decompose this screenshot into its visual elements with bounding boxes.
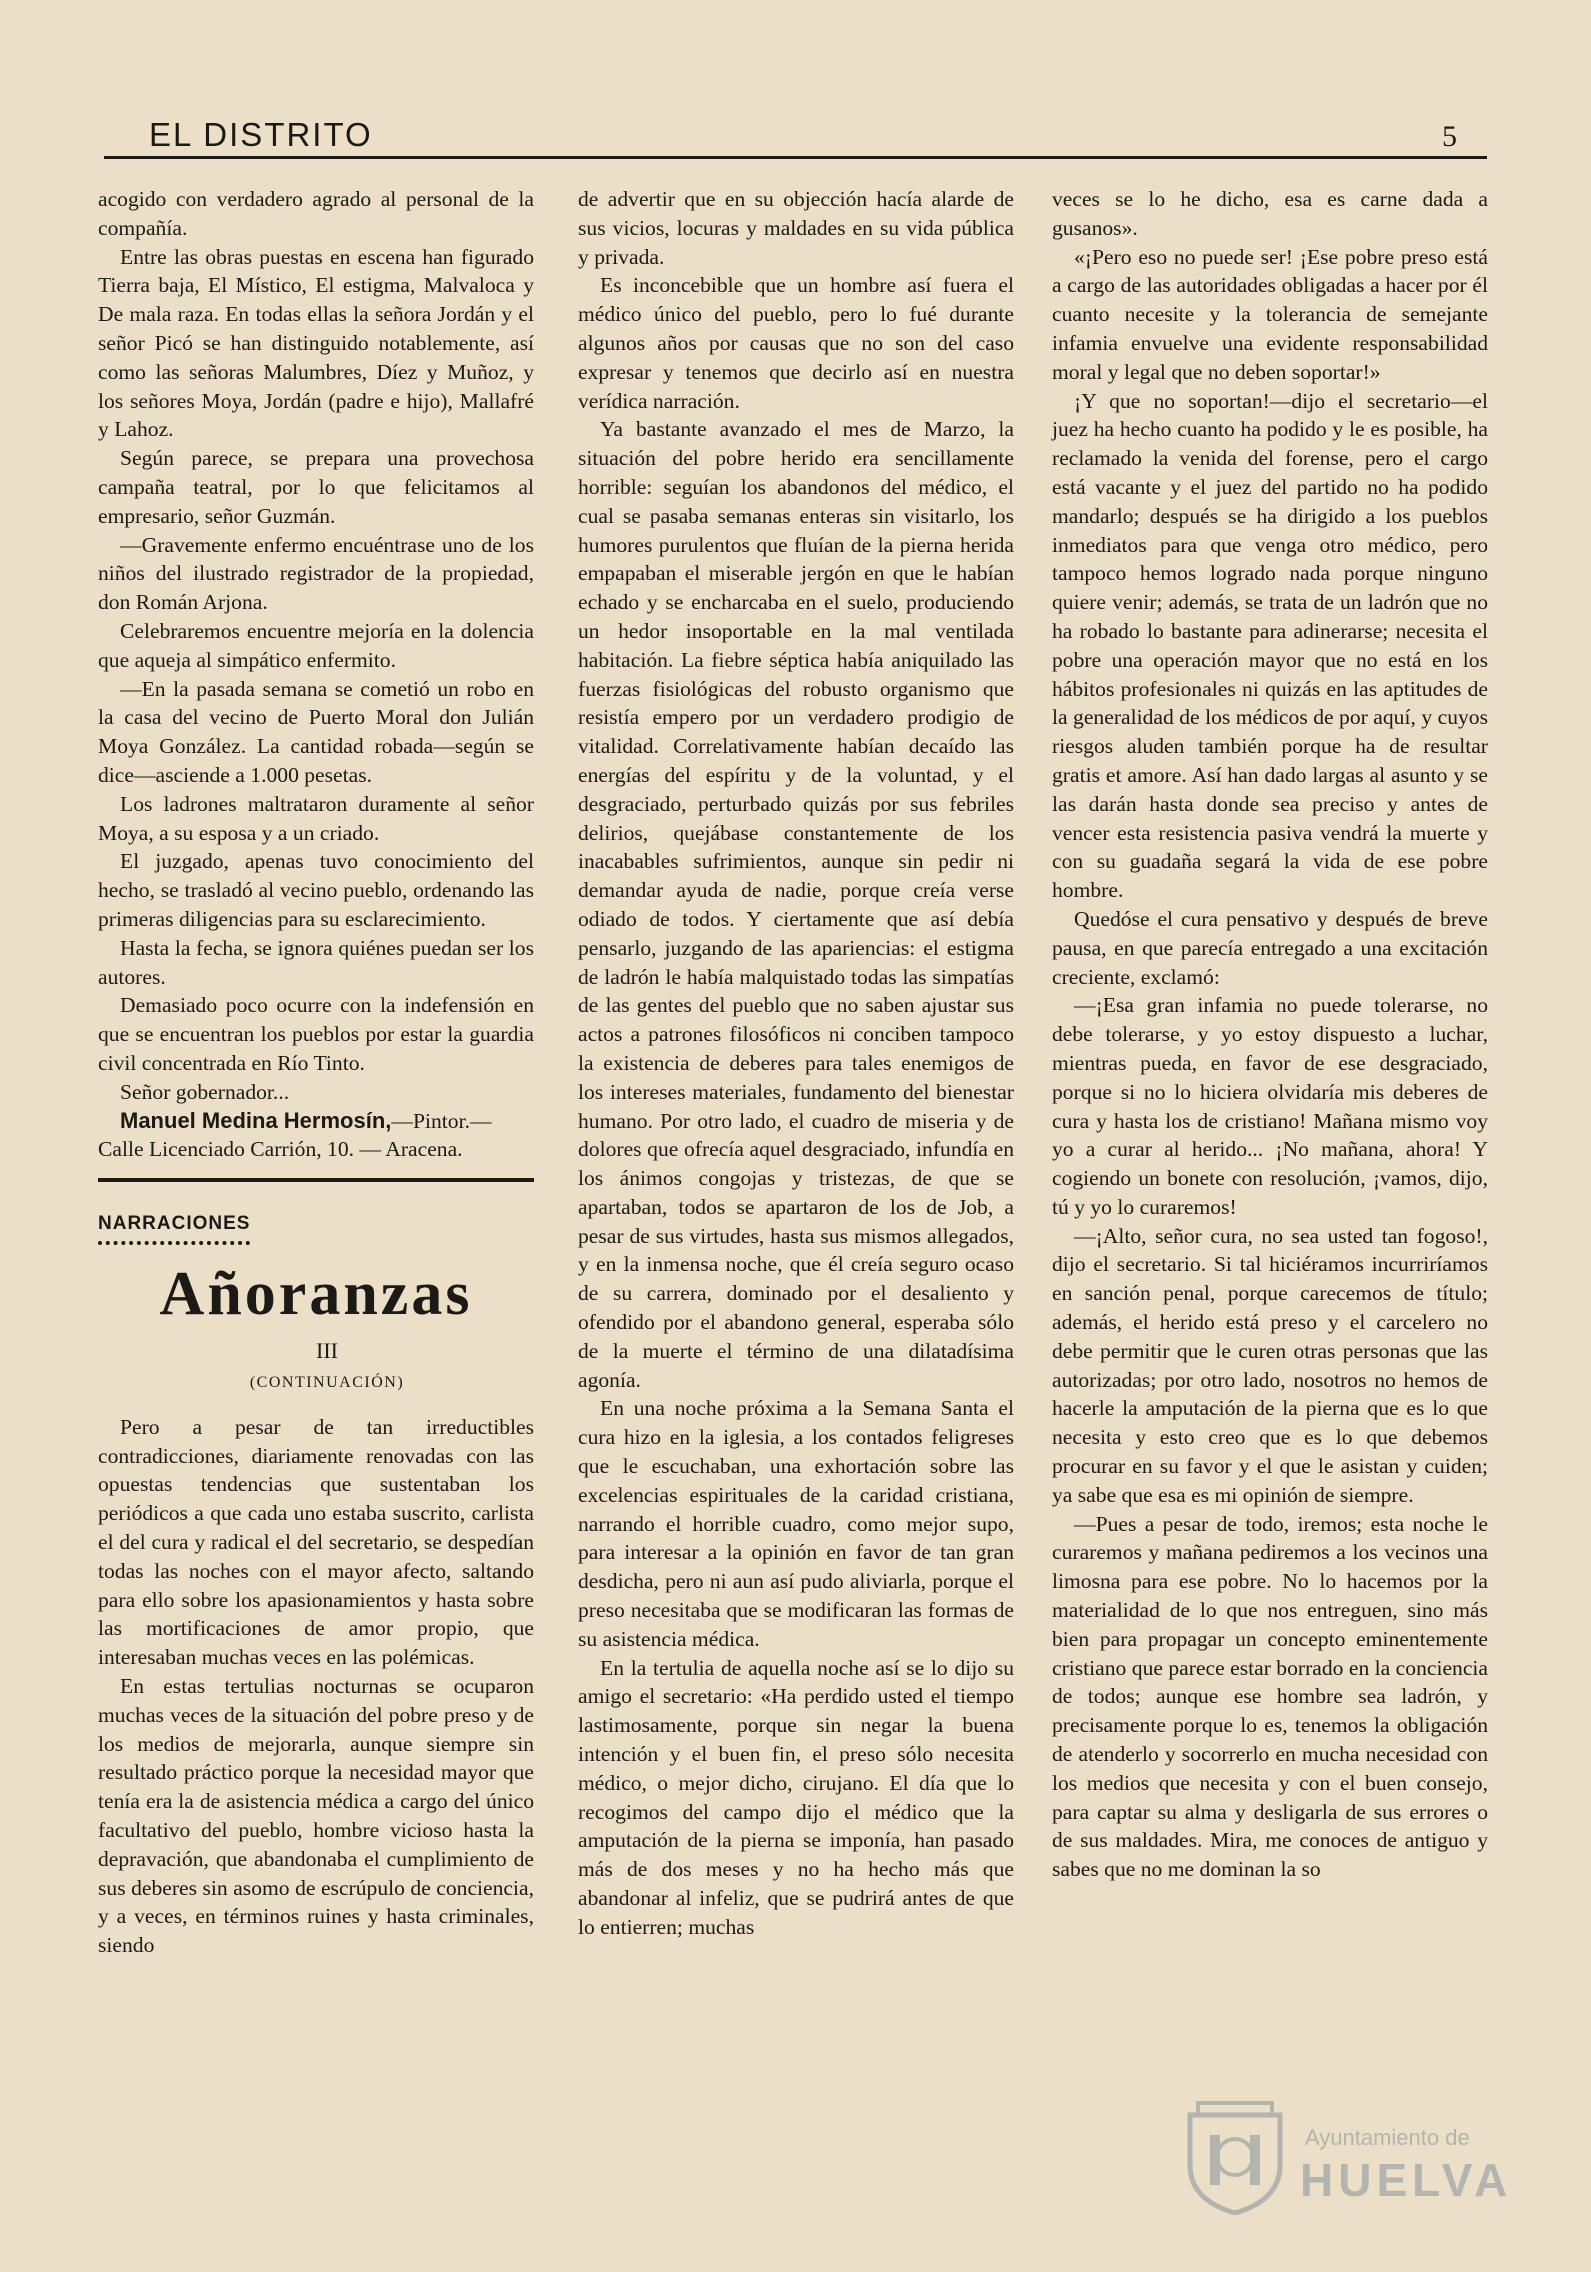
column-2 — [578, 185, 1014, 1942]
article-paragraph: En una noche próxima a la Semana Santa el cura hizo en la iglesia, a los contados feligreses que le escuchaban, una exhortación sobre las excelencias espirituales de la caridad cristiana, narrando el horrible cuadro, como mejor supo, para interesar a la opinión en favor de tan gran desdicha, pero ni aun así pudo aliviarla, porque el preso necesitaba que se modificaran las formas de su asistencia médica. — [578, 1396, 1014, 1651]
news-paragraph: El juzgado, apenas tuvo conocimiento del hecho, se trasladó al vecino pueblo, ordenando las primeras diligencias para su esclarecimiento. — [98, 849, 534, 931]
news-paragraph: —En la pasada semana se cometió un robo en la casa del vecino de Puerto Moral don Julián Moya González. La cantidad robada—según se dice—asciende a 1.000 pesetas. — [98, 676, 534, 787]
advertiser-address: Calle Licenciado Carrión, 10. — Aracena. — [98, 1137, 463, 1162]
news-paragraph: Demasiado poco ocurre con la indefensión en que se encuentran los pueblos por estar la guardia civil concentrada en Río Tinto. — [98, 993, 534, 1075]
page-number: 5 — [1442, 120, 1457, 153]
article-paragraph: En la tertulia de aquella noche así se lo dijo su amigo el secretario: «Ha perdido usted el tiempo lastimosamente, porque sin negar la buena intención y el buen fin, el preso sólo necesita médico, o mejor dicho, cirujano. El día que lo recogimos del campo dijo el médico que la amputación de la pierna se imponía, han pasado más de dos meses y no ha hecho más que abandonar al infeliz, que se pudrirá antes de que lo entierren; muchas — [578, 1655, 1014, 1939]
watermark-line-2: HUELVA — [1300, 2154, 1513, 2206]
article-paragraph: —Pues a pesar de todo, iremos; esta noche le curaremos y mañana pediremos a los vecinos una limosna para ese pobre. No lo hacemos por la materialidad de lo que nos entreguen, sino más bien para propagar un concepto eminentemente cristiano que parece estar borrado en la conciencia de todos; aunque ese hombre sea ladrón, y precisamente porque lo es, tenemos la obligación de atenderlo y socorrerlo en mucha necesidad con los medios que necesita y con el buen consejo, para captar su alma y desligarla de sus errores o de sus maldades. Mira, me conoces de antiguo y sabes que no me dominan la so — [1052, 1511, 1488, 1882]
watermark-line-1: Ayuntamiento de — [1305, 2125, 1470, 2150]
archive-watermark — [1180, 2095, 1513, 2215]
article-paragraph: «¡Pero eso no puede ser! ¡Ese pobre preso está a cargo de las autoridades obligadas a hacer por él cuanto necesite y la tolerancia de semejante infamia envuelve una evidente responsabilidad moral y legal que no deben soportar!» — [1052, 244, 1488, 384]
news-paragraph: Entre las obras puestas en escena han figurado Tierra baja, El Místico, El estigma, Malvaloca y De mala raza. En todas ellas la señora Jordán y el señor Picó se han distinguido notablemente, así como las señoras Malumbres, Díez y Muñoz, y los señores Moya, Jordán (padre e hijo), Mallafré y Lahoz. — [98, 244, 534, 442]
coat-of-arms-icon — [1180, 2095, 1290, 2215]
news-paragraph: Hasta la fecha, se ignora quiénes puedan ser los autores. — [98, 935, 534, 989]
article-paragraph: Ya bastante avanzado el mes de Marzo, la situación del pobre herido era sencillamente horrible: seguían los abandonos del médico, el cual se pasaba semanas enteras sin visitarlo, los humores purulentos que fluían de la pierna herida empapaban el miserable jergón en que le habían echado y se encharcaba en el suelo, produciendo un hedor insoportable en la mal ventilada habitación. La fiebre séptica había aniquilado las fuerzas fisiológicas del robusto organismo que resistía empero por un verdadero prodigio de vitalidad. Correlativamente habían decaído las energías del espíritu y de la voluntad, y el desgraciado, perturbado quizás por sus febriles delirios, quejábase constantemente de los inacabables sufrimientos, aunque sin pedir ni demandar ayuda de nadie, porque creía verse odiado de todos. Y ciertamente que así debía pensarlo, juzgando de las apariencias: el estigma de ladrón le había malquistado todas las simpatías de las gentes del pueblo que no saben ajustar sus actos a patrones filosóficos ni conciben tampoco la existencia de deberes para tales enemigos de los intereses materiales, fundamento del bienestar humano. Por otro lado, el cuadro de miseria y de dolores que ofrecía aquel desgraciado, infundía en los ánimos congojas y tristezas, de que se apartaban, todos se apartaron de los de Job, a pesar de sus virtudes, hasta sus mismos allegados, y en la inmensa noche, que él creía seguro ocaso de su carrera, dominado por el desaliento y ofendido por el abandono general, esperaba sólo de la muerte el término de una dilatadísima agonía. — [578, 417, 1014, 1392]
advertisement — [98, 1107, 534, 1136]
article-paragraph: —¡Esa gran infamia no puede tolerarse, no debe tolerarse, y yo estoy dispuesto a luchar, mientras pueda, en favor de ese desgraciado, porque si no lo hiciera olvidaría mis deberes de cura y hasta los de cristiano! Mañana mismo voy yo a curar al herido... ¡No mañana, ahora! Y cogiendo un bonete con resolución, ¡vamos, dijo, tú y yo lo curaremos! — [1052, 993, 1488, 1219]
article-paragraph: ¡Y que no soportan!—dijo el secretario—el juez ha hecho cuanto ha podido y le es posible, ha reclamado la venida del forense, pero el cargo está vacante y el juez del partido no ha podido mandarlo; después se ha dirigido a los pueblos inmediatos para que venga otro médico, pero tampoco hemos logrado nada porque ninguno quiere venir; además, se trata de un ladrón que no ha robado lo bastante para adinerarse; necesita el pobre una operación mayor que no está en los hábitos profesionales ni quizás en las aptitudes de la generalidad de los médicos de por aquí, y cuyos riesgos aluden también porque ha de resultar gratis et amore. Así han dado largas al asunto y se las darán hasta donde sea preciso y antes de vencer esta resistencia pasiva vendrá la muerte y con su guadaña segará la vida de ese pobre hombre. — [1052, 388, 1488, 903]
article-part: III — [316, 1337, 338, 1363]
article-paragraph: Pero a pesar de tan irreductibles contradicciones, diariamente renovadas con las opuestas tendencias que sustentaban los periódicos a que cada uno estaba suscrito, carlista el del cura y radical el del secretario, se despedían todas las noches con el mayor afecto, saltando para ello sobre los apasionamientos y hasta sobre las mortificaciones de amor propio, que interesaban muchas veces en las polémicas. — [98, 1414, 534, 1670]
news-paragraph: acogido con verdadero agrado al personal de la compañía. — [98, 187, 534, 240]
section-label: NARRACIONES — [98, 1210, 250, 1245]
newspaper-title: EL DISTRITO — [149, 116, 373, 153]
article-title: Añoranzas — [159, 1259, 473, 1328]
article-paragraph: Quedóse el cura pensativo y después de breve pausa, en que parecía entregado a una excitación creciente, exclamó: — [1052, 906, 1488, 989]
column-1 — [98, 185, 534, 1960]
advertiser-name: Manuel Medina Hermosín, — [120, 1107, 392, 1133]
article-note: (CONTINUACIÓN) — [249, 1373, 405, 1391]
news-paragraph: Los ladrones maltrataron duramente al señor Moya, a su esposa y a un criado. — [98, 791, 534, 845]
article-paragraph: En estas tertulias nocturnas se ocuparon muchas veces de la situación del pobre preso y de los medios de mejorarla, aunque siempre sin resultado práctico porque la necesidad mayor que tenía era la de asistencia médica a cargo del único facultativo del pueblo, hombre vicioso hasta la depravación, que abandonaba el cumplimiento de sus deberes sin asomo de escrúpulo de conciencia, y a veces, en términos ruines y hasta criminales, siendo — [98, 1674, 534, 1958]
article-paragraph: —¡Alto, señor cura, no sea usted tan fogoso!, dijo el secretario. Si tal hiciéramos incurriríamos en sanción penal, porque carecemos de título; además, el herido está preso y el carcelero no debe permitir que le curen otras personas que las autorizadas; por otro lado, nosotros no hemos de hacerle la amputación de la pierna que es lo que necesita y esto creo que es lo que debemos procurar en su favor y el que le asistan y cuiden; ya sabe que esa es mi opinión de siempre. — [1052, 1223, 1488, 1507]
article-paragraph: Es inconcebible que un hombre así fuera el médico único del pueblo, pero lo fué durante algunos años por causas que no son del caso expresar y tenemos que decirlo así en nuestra verídica narración. — [578, 273, 1014, 413]
news-paragraph: Señor gobernador... — [120, 1079, 290, 1104]
advertiser-role: —Pintor.— — [391, 1108, 492, 1133]
section-divider — [98, 1178, 534, 1182]
news-paragraph: —Gravemente enfermo encuéntrase uno de los niños del ilustrado registrador de la propiedad, don Román Arjona. — [98, 532, 534, 615]
article-paragraph: veces se lo he dicho, esa es carne dada a gusanos». — [1052, 187, 1488, 240]
page-header — [104, 112, 1487, 159]
news-paragraph: Según parece, se prepara una provechosa campaña teatral, por lo que felicitamos al empresario, señor Guzmán. — [98, 446, 534, 528]
article-paragraph: de advertir que en su objección hacía alarde de sus vicios, locuras y maldades en su vida pública y privada. — [578, 187, 1014, 269]
column-3 — [1052, 185, 1488, 1884]
news-paragraph: Celebraremos encuentre mejoría en la dolencia que aqueja al simpático enfermito. — [98, 618, 534, 672]
